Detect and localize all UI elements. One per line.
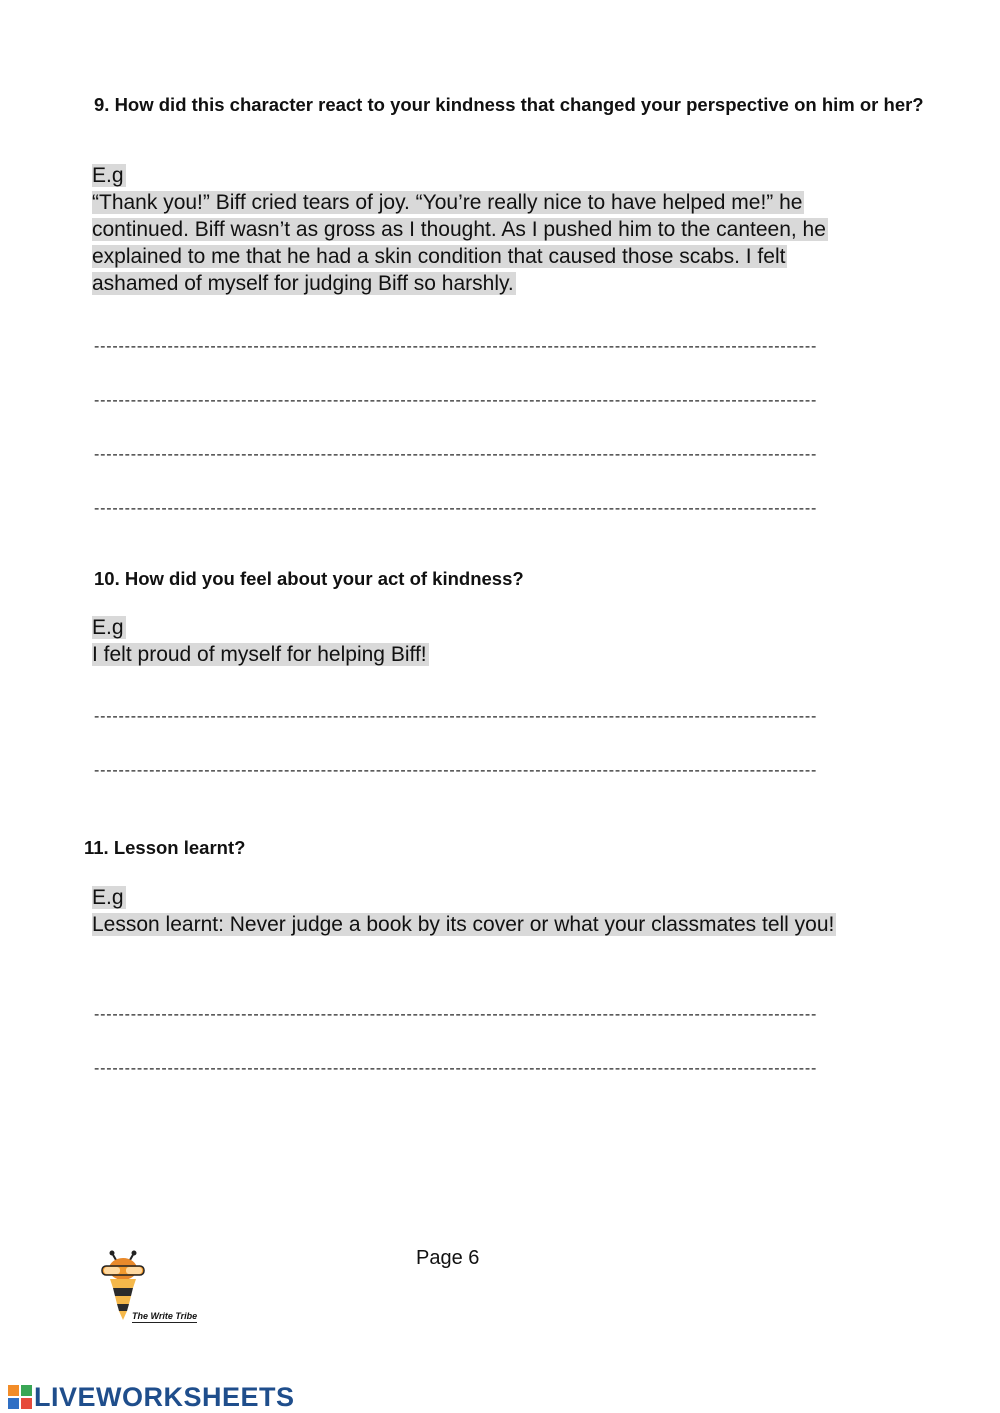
- answer-line[interactable]: ----------------------------------------------------------------------------------------------------------------------: [94, 708, 818, 725]
- question-11: 11. Lesson learnt?: [84, 837, 246, 858]
- answer-line[interactable]: ----------------------------------------------------------------------------------------------------------------------: [94, 392, 818, 409]
- answer-line[interactable]: ----------------------------------------------------------------------------------------------------------------------: [94, 446, 818, 463]
- liveworksheets-logo-icon: [8, 1385, 32, 1409]
- liveworksheets-brand[interactable]: [8, 1382, 295, 1412]
- eg-label: E.g: [92, 164, 124, 187]
- page-number: Page 6: [416, 1247, 480, 1269]
- answer-line[interactable]: ----------------------------------------------------------------------------------------------------------------------: [94, 338, 818, 355]
- eg-label: E.g: [92, 886, 124, 909]
- answer-line[interactable]: ----------------------------------------------------------------------------------------------------------------------: [94, 1060, 818, 1077]
- answer-line[interactable]: ----------------------------------------------------------------------------------------------------------------------: [94, 1006, 818, 1023]
- example-block-9: [92, 162, 882, 297]
- write-tribe-logo: [96, 1250, 208, 1330]
- example-block-10: [92, 614, 882, 668]
- example-line: ashamed of myself for judging Biff so harshly.: [92, 272, 514, 295]
- example-line: continued. Biff wasn’t as gross as I thought. As I pushed him to the canteen, he: [92, 218, 826, 241]
- answer-line[interactable]: ----------------------------------------------------------------------------------------------------------------------: [94, 500, 818, 517]
- answer-line[interactable]: ----------------------------------------------------------------------------------------------------------------------: [94, 762, 818, 779]
- example-line: “Thank you!” Biff cried tears of joy. “You’re really nice to have helped me!” he: [92, 191, 803, 214]
- brand-name: LIVEWORKSHEETS: [34, 1381, 295, 1412]
- example-line: explained to me that he had a skin condition that caused those scabs. I felt: [92, 245, 786, 268]
- eg-label: E.g: [92, 616, 124, 639]
- question-9: 9. How did this character react to your kindness that changed your perspective on him or her?: [94, 94, 924, 115]
- question-10: 10. How did you feel about your act of kindness?: [94, 568, 524, 589]
- example-block-11: [92, 884, 892, 938]
- example-line: Lesson learnt: Never judge a book by its cover or what your classmates tell you!: [92, 913, 835, 936]
- example-line: I felt proud of myself for helping Biff!: [92, 643, 427, 666]
- logo-caption: The Write Tribe: [132, 1311, 198, 1321]
